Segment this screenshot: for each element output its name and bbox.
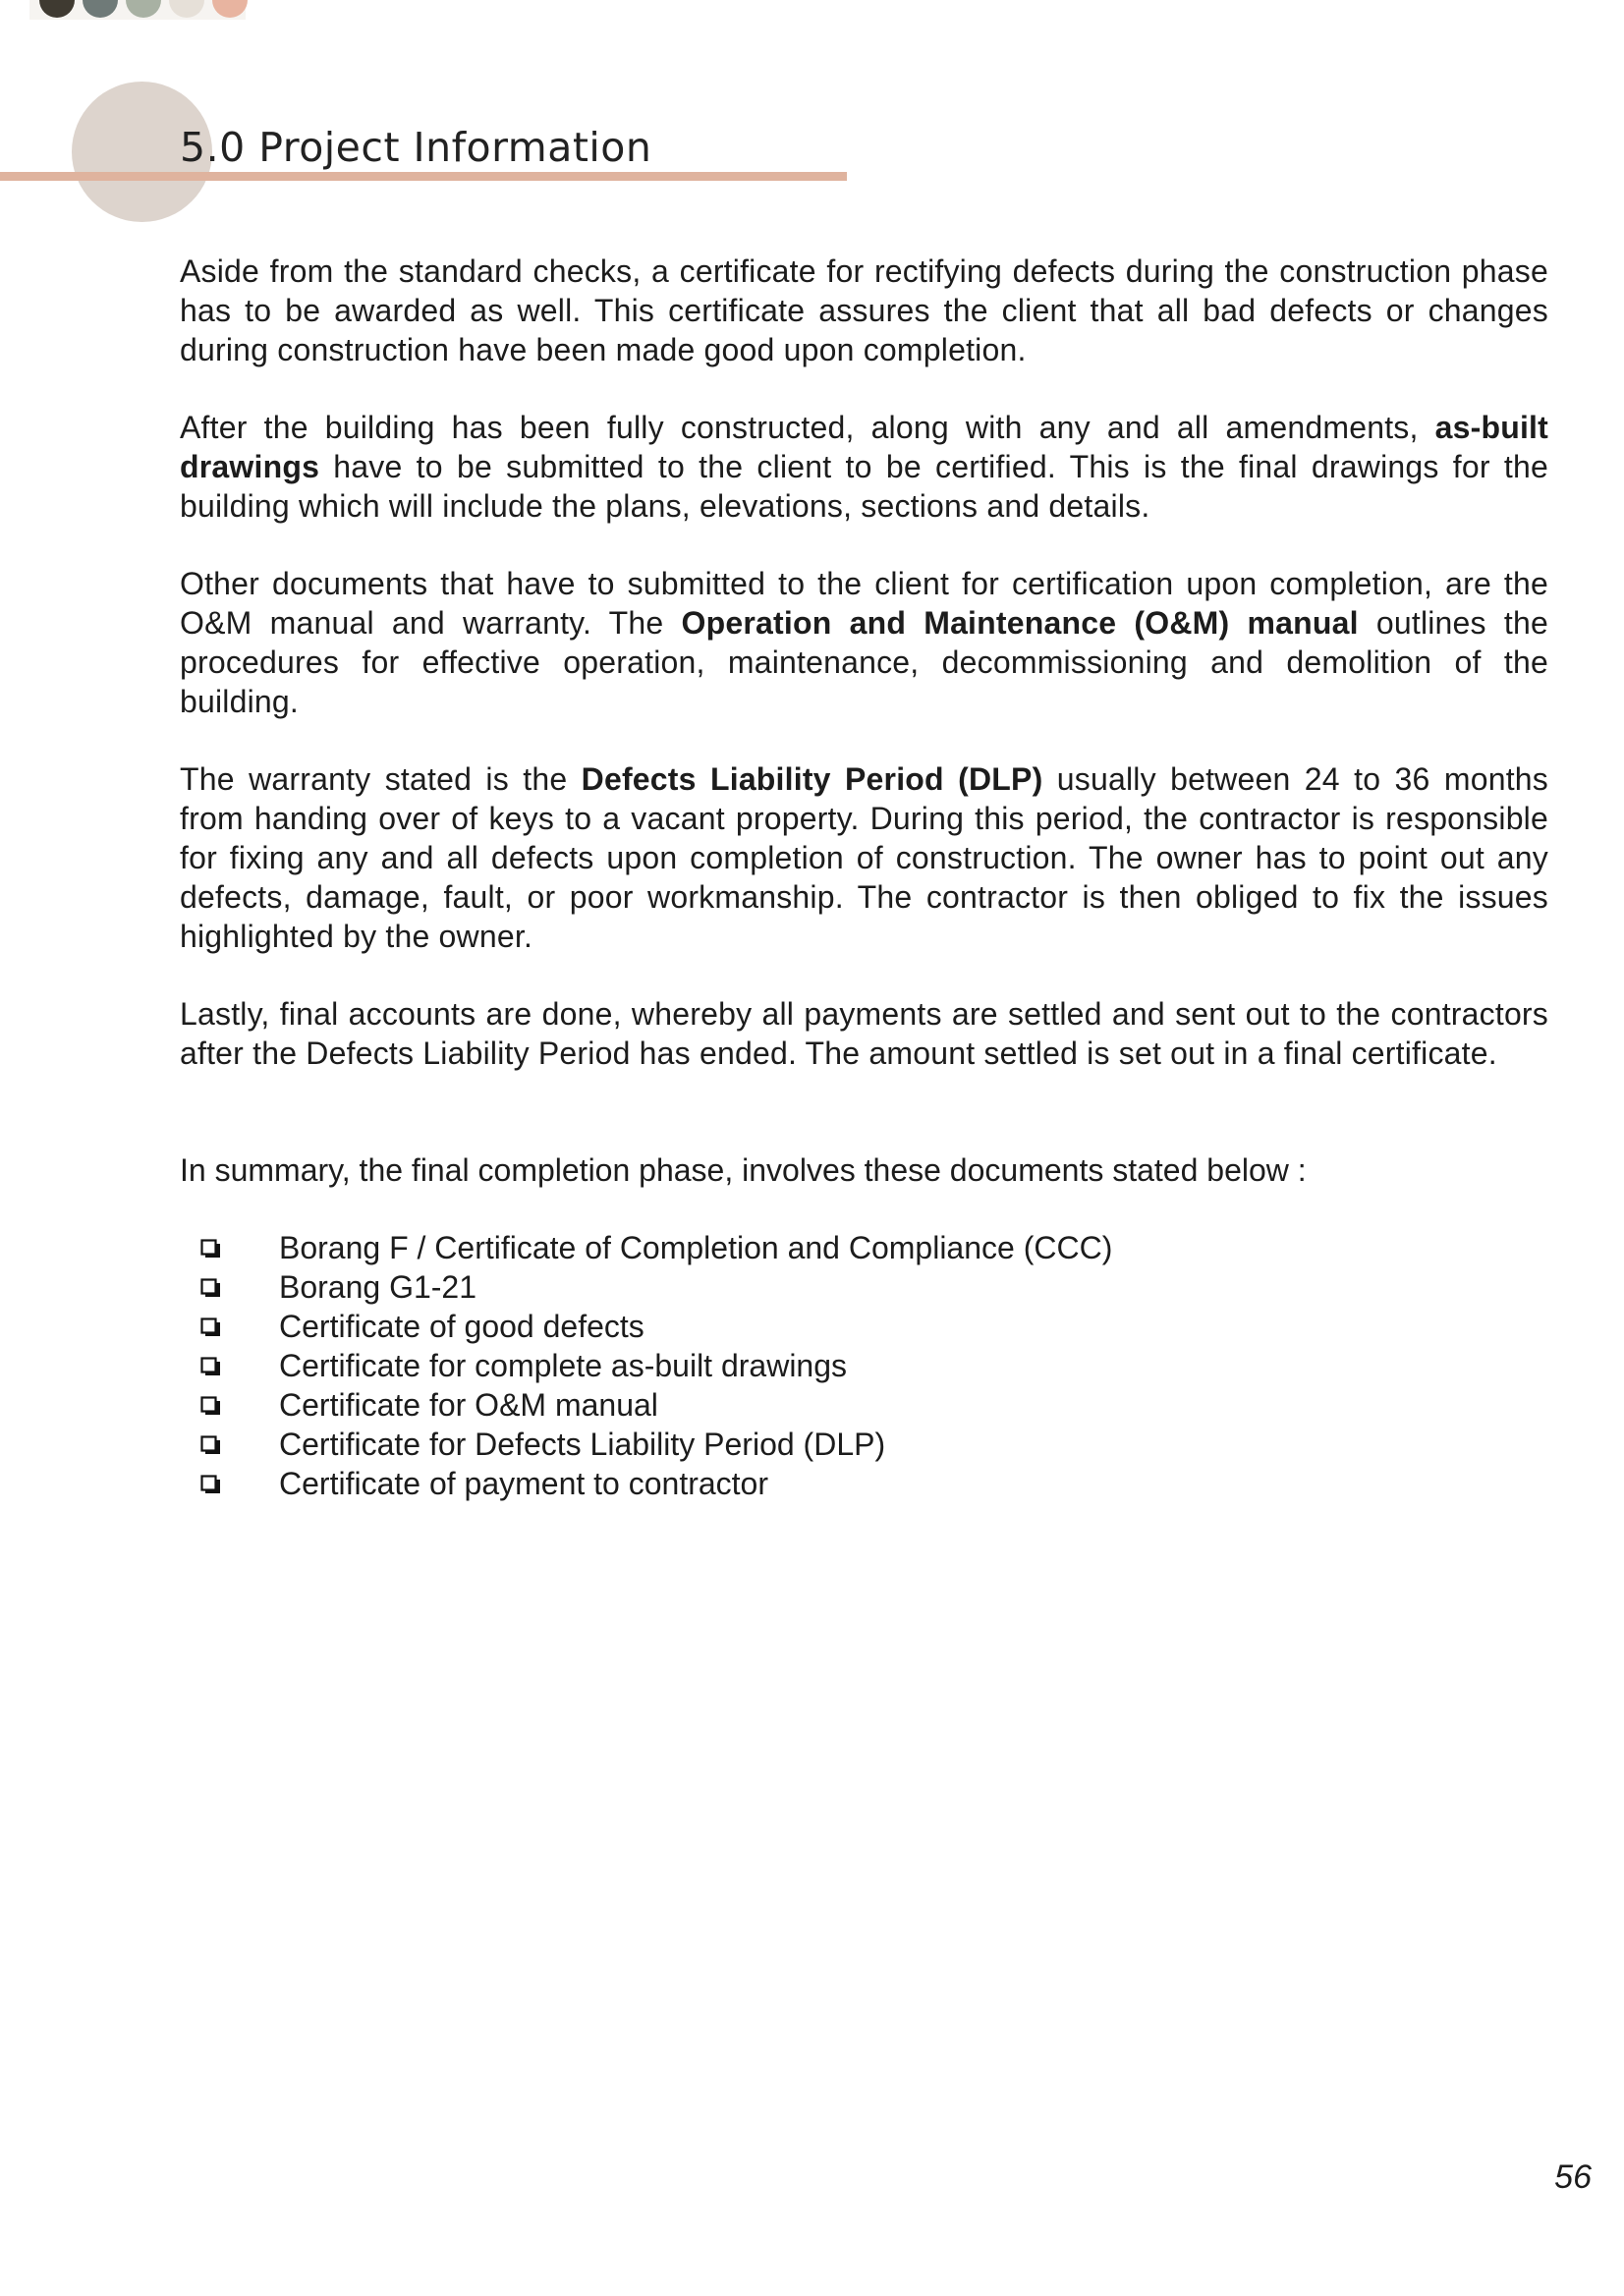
document-list-item: [180, 1267, 1548, 1307]
paragraph-text: usually between 24 to 36 months from handing over of keys to a vacant property. During this period, the contractor is responsible for fixing any and all defects upon completion of construction. The owner has to point out any defects, damage, fault, or poor workmanship. The contractor is then obliged to fix the issues highlighted by the owner.: [180, 761, 1549, 954]
checkbox-shadow-icon: [200, 1396, 221, 1416]
document-list-label: Borang G1-21: [279, 1269, 477, 1305]
paragraph-text: After the building has been fully constructed, along with any and all amendments,: [180, 410, 1435, 445]
document-list-item: [180, 1425, 1548, 1464]
document-list-label: Certificate for Defects Liability Period (DLP): [279, 1427, 886, 1462]
checkbox-shadow-icon: [200, 1357, 221, 1376]
palette-swatch: [126, 0, 161, 18]
document-list-label: Borang F / Certificate of Completion and Compliance (CCC): [279, 1230, 1113, 1265]
color-palette-strip: [29, 0, 246, 20]
bold-term-dlp: Defects Liability Period (DLP): [581, 761, 1043, 797]
checkbox-shadow-icon: [200, 1317, 221, 1337]
document-list-label: Certificate for O&M manual: [279, 1387, 658, 1423]
bold-term-om-manual: Operation and Maintenance (O&M) manual: [681, 605, 1359, 641]
paragraph-om-manual: [180, 564, 1548, 721]
checkbox-shadow-icon: [200, 1475, 221, 1494]
checkbox-shadow-icon: [200, 1278, 221, 1298]
document-list-item: [180, 1346, 1548, 1385]
summary-intro: In summary, the final completion phase, involves these documents stated below :: [180, 1152, 1307, 1188]
paragraph-text: Other documents that have to submitted to the client for certification upon completion, are the O&M manual and warranty. The: [180, 566, 1548, 641]
checkbox-shadow-icon: [200, 1239, 221, 1259]
document-list-label: Certificate of payment to contractor: [279, 1466, 768, 1501]
page-number: 56: [1554, 2158, 1592, 2196]
paragraph-text: outlines the procedures for effective operation, maintenance, decommissioning and demolition of the building.: [180, 605, 1548, 719]
body-content: [180, 252, 1548, 1503]
paragraph-dlp-warranty: [180, 759, 1548, 956]
bold-term-as-built-drawings: as-built drawings: [180, 410, 1548, 484]
paragraph-as-built-drawings: [180, 408, 1548, 526]
document-list-item: [180, 1228, 1548, 1267]
document-list-label: Certificate of good defects: [279, 1309, 644, 1344]
palette-swatch: [83, 0, 118, 18]
palette-swatch: [39, 0, 75, 18]
page-title: 5.0 Project Information: [180, 124, 652, 171]
document-list-item: [180, 1307, 1548, 1346]
document-list-item: [180, 1464, 1548, 1503]
paragraph-final-accounts: Lastly, final accounts are done, whereby all payments are settled and sent out to the contractors after the Defects Liability Period has ended. The amount settled is set out in a final certificate.: [180, 996, 1548, 1071]
paragraph-text: have to be submitted to the client to be certified. This is the final drawings for the building which will include the plans, elevations, sections and details.: [180, 449, 1548, 524]
paragraph-defects-certificate: Aside from the standard checks, a certificate for rectifying defects during the construction phase has to be awarded as well. This certificate assures the client that all bad defects or changes during construction have been made good upon completion.: [180, 253, 1548, 367]
palette-swatch: [212, 0, 248, 18]
document-list-item: [180, 1385, 1548, 1425]
palette-swatch: [169, 0, 204, 18]
checkbox-shadow-icon: [200, 1435, 221, 1455]
documents-list: [180, 1228, 1548, 1503]
paragraph-text: The warranty stated is the: [180, 761, 582, 797]
document-list-label: Certificate for complete as-built drawings: [279, 1348, 848, 1383]
